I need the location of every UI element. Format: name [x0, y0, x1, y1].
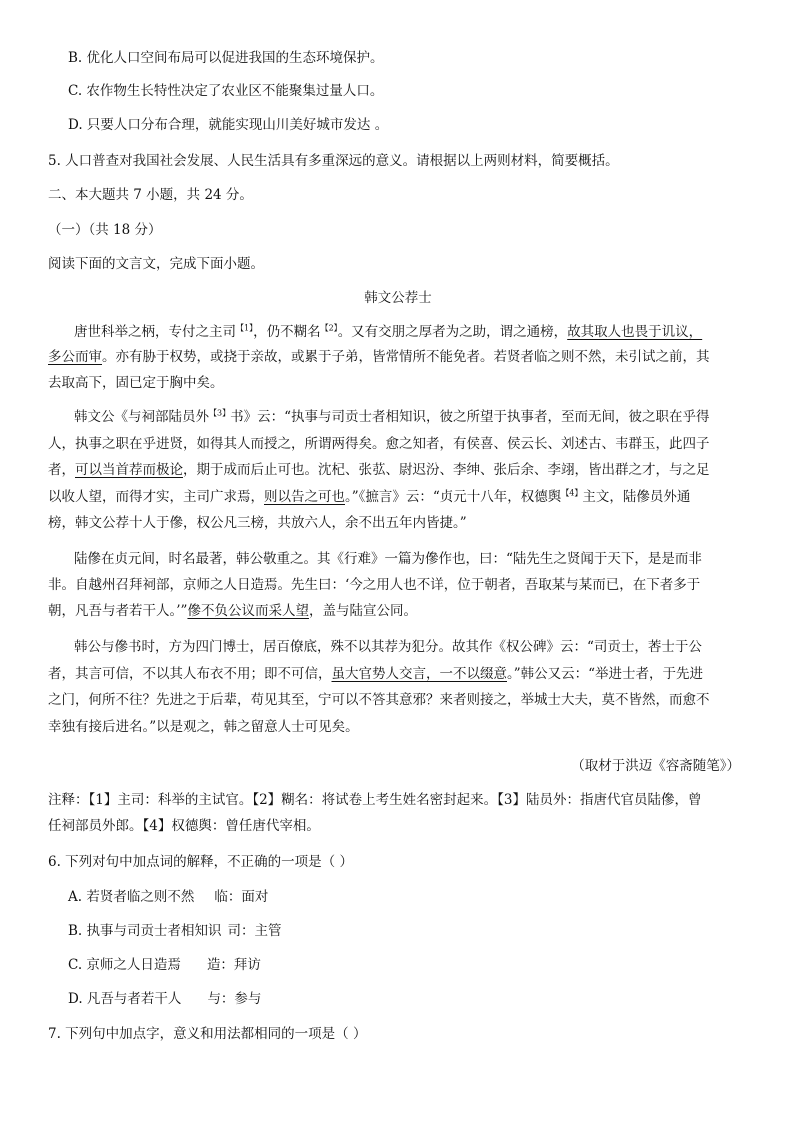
part-1-heading: （一）（共 18 分）: [48, 222, 162, 238]
note-marker-4: 【4】: [561, 488, 583, 498]
q6-option-a: A. 若贤者临之则不然 临：面对: [68, 889, 269, 905]
q6-option-d: D. 凡吾与者若干人 与：参与: [68, 991, 262, 1007]
underlined-sentence-2: 可以当首荐而极论: [75, 462, 183, 478]
passage-p4-line4: 幸独有接后进名。”以是观之，韩之留意人士可见矣。: [48, 719, 359, 735]
q4-option-c: C. 农作物生长特性决定了农业区不能聚集过量人口。: [68, 83, 384, 99]
note-marker-3: 【3】: [209, 408, 231, 418]
passage-p2-line5: 榜，韩文公荐十人于傪，权公凡三榜，共放六人，余不出五年内皆捷。”: [48, 515, 467, 531]
passage-title: 韩文公荐士: [364, 290, 432, 306]
passage-p4-line1: 韩公与傪书时，方为四门博士，居百僚底，殊不以其荐为犯分。故其作《权公碑》云：“司贡士，莕士于公: [74, 639, 702, 655]
underlined-sentence-4: 傪不负公议而采人望: [187, 603, 309, 619]
q4-option-b: B. 优化人口空间布局可以促进我国的生态环境保护。: [68, 50, 384, 66]
passage-p3-line1: 陆傪在贞元间，时名最著，韩公敬重之。其《行难》一篇为傪作也，曰：“陆先生之贤闻于天下，是是而非: [74, 551, 702, 567]
passage-source: （取材于洪迈《容斋随笔》）: [571, 758, 740, 774]
passage-p2-line3: 者，可以当首荐而极论，期于成而后止可也。沈杞、张苰、尉迟汾、李绅、张后余、李翊，皆出群之才，与之足: [48, 462, 710, 478]
passage-p2-line4: 以收人望，而得才实，主司广求焉，则以告之可也。”《摭言》云：“贞元十八年，权德舆$^{【4】}$主文，陆傪员外通: [48, 488, 691, 505]
passage-p1-line2: 多公而审。亦有胁于权势，或挠于亲故，或累于子弟，皆常情所不能免者。若贤者临之则不然，未引试之前，其: [48, 349, 710, 365]
passage-p4-line3: 之门，何所不往？先进之于后辈，苟见其至，宁可以不答其意邪？来者则接之，举城士大夫，莫不皆然，而愈不: [48, 692, 710, 708]
underlined-sentence-1a: 故其取人也畏于讥议，: [567, 324, 703, 340]
note-marker-1: 【1】: [236, 323, 254, 333]
underlined-sentence-5: 虽大官势人交言，一不以缀意: [331, 666, 507, 682]
passage-p2-line1: 韩文公《与祠部陆员外$^{【3】}$书》云：“执事与司贡士者相知识，彼之所望于执事者，至而无间，彼之职在乎得: [74, 408, 710, 425]
question-6-stem: 6. 下列对句中加点词的解释，不正确的一项是（ ）: [48, 854, 353, 870]
question-7-stem: 7. 下列句中加点字，意义和用法都相同的一项是（ ）: [48, 1026, 367, 1042]
underlined-sentence-3: 则以告之可也: [264, 489, 345, 505]
section-2-heading: 二、本大题共 7 小题，共 24 分。: [48, 187, 253, 203]
annotation-line2: 任祠部员外郎。【4】权德舆：曾任唐代宰相。: [48, 818, 320, 834]
q6-option-b: B. 执事与司贡士者相知识 司：主管: [68, 923, 282, 939]
reading-instruction: 阅读下面的文言文，完成下面小题。: [48, 256, 264, 272]
annotation-line1: 注释：【1】主司：科举的主试官。【2】糊名：将试卷上考生姓名密封起来。【3】陆员外：指唐代官员陆傪，曾: [48, 792, 702, 808]
passage-p3-line2: 非。自越州召拜祠部，京师之人日造焉。先生曰：‘今之用人也不详，位于朝者，吾取某与某而已，在下者多于: [48, 577, 701, 593]
q6-option-c: C. 京师之人日造焉 造：拜访: [68, 957, 261, 973]
passage-p3-line3: 朝，凡吾与者若干人。’”傪不负公议而采人望，盖与陆宣公同。: [48, 603, 417, 619]
passage-p1-line1: 唐世科举之柄，专付之主司$^{【1】}$，仍不糊名$^{【2】}$。又有交朋之厚者为之助，谓之通榜，故其取人也畏于讥议，: [74, 323, 703, 340]
passage-p1-line3: 去取高下，固已定于胸中矣。: [48, 375, 224, 391]
underlined-sentence-1b: 多公而审: [48, 349, 102, 365]
question-5: 5. 人口普查对我国社会发展、人民生活具有多重深远的意义。请根据以上两则材料，简要概括。: [48, 153, 619, 169]
q4-option-d: D. 只要人口分布合理，就能实现山川美好城市发达 。: [68, 117, 389, 133]
passage-p2-line2: 人，执事之职在乎进贤，如得其人而授之，所谓两得矣。愈之知者，有侯喜、侯云长、刘述古、韦群玉，此四子: [48, 436, 710, 452]
passage-p4-line2: 者，其言可信，不以其人布衣不用；即不可信，虽大官势人交言，一不以缀意。”韩公又云：“举进士者，于先进: [48, 666, 704, 682]
note-marker-2: 【2】: [320, 323, 338, 333]
